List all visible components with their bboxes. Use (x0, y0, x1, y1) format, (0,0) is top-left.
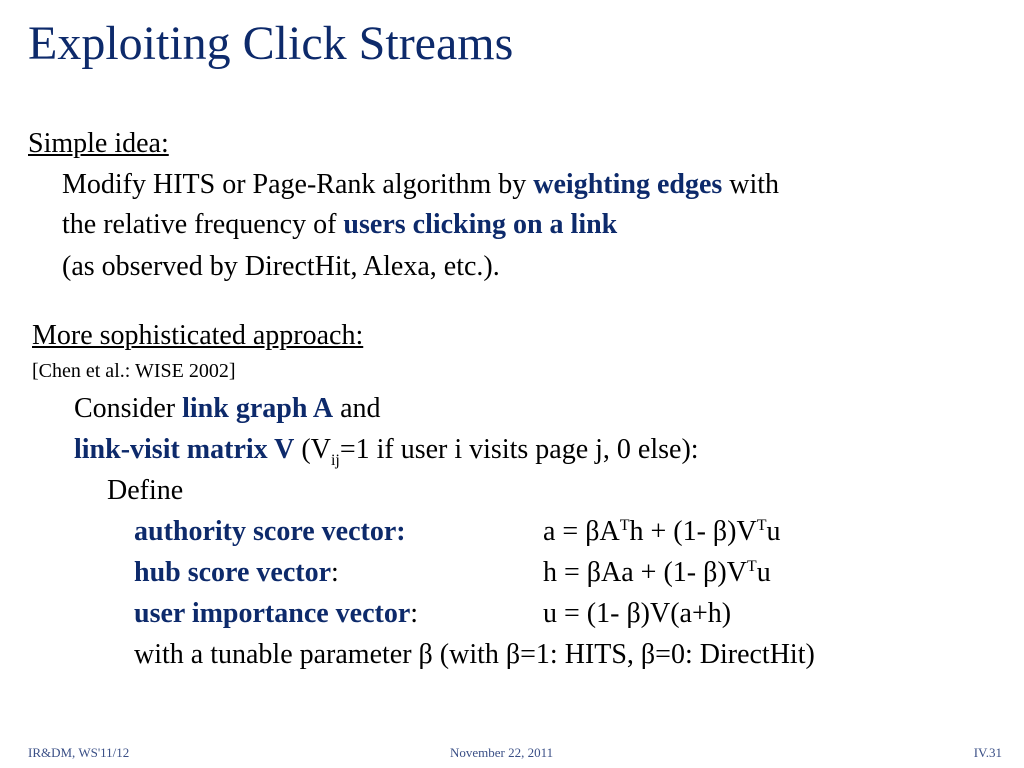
simple-idea-line-1 (62, 171, 779, 199)
slide-title: Exploiting Click Streams (28, 17, 514, 70)
auth-eq-a: a = βA (543, 516, 620, 547)
auth-eq-sup1: T (619, 517, 630, 534)
user-importance-label: user importance vector (134, 598, 411, 629)
simple-idea-line-3: (as observed by DirectHit, Alexa, etc.). (62, 251, 500, 282)
user-importance-equation: u = (1- β)V(a+h) (543, 598, 732, 629)
link-graph: link graph A (182, 393, 334, 424)
user-importance-line (134, 600, 418, 628)
consider-line (74, 395, 381, 423)
define-line: Define (107, 475, 184, 506)
footer-course: IR&DM, WS'11/12 (28, 745, 130, 760)
lv-b: (V (294, 434, 331, 465)
footer-date: November 22, 2011 (450, 745, 554, 760)
lv-subscript: ij (330, 452, 340, 469)
hub-line (134, 559, 339, 587)
tunable-parameter-line: with a tunable parameter β (with β=1: HITS, β=0: DirectHit) (134, 639, 815, 670)
auth-eq-b: h + (1- β)V (629, 516, 757, 547)
authority-line (134, 518, 406, 546)
hub-eq-a: h = βAa + (1- β)V (543, 557, 747, 588)
user-colon: : (410, 598, 419, 629)
sophisticated-heading (32, 322, 363, 350)
hub-label: hub score vector (134, 557, 331, 588)
link-visit-line (74, 434, 699, 469)
citation: [Chen et al.: WISE 2002] (32, 360, 236, 382)
hub-equation (543, 559, 771, 587)
consider-c: and (333, 393, 381, 424)
lv-c: =1 if user i visits page j, 0 else): (339, 434, 699, 465)
auth-eq-c: u (766, 516, 781, 547)
weighting-edges: weighting edges (533, 169, 723, 200)
hub-eq-sup: T (746, 558, 757, 575)
authority-equation (543, 518, 780, 546)
simple-idea-heading (28, 130, 169, 158)
authority-label: authority score vector: (134, 516, 406, 547)
simple-l1-c: with (722, 169, 780, 200)
hub-colon: : (331, 557, 339, 588)
consider-a: Consider (74, 393, 183, 424)
auth-eq-sup2: T (756, 517, 767, 534)
footer-slide-number: IV.31 (973, 745, 1002, 760)
users-clicking: users clicking on a link (343, 209, 618, 240)
hub-eq-b: u (756, 557, 771, 588)
simple-l1-a: Modify HITS or Page-Rank algorithm by (62, 169, 534, 200)
sophisticated-heading-text: More sophisticated approach: (32, 320, 364, 351)
simple-l2-a: the relative frequency of (62, 209, 344, 240)
simple-idea-heading-text: Simple idea: (28, 128, 169, 159)
simple-idea-line-2 (62, 211, 617, 239)
link-visit-matrix: link-visit matrix V (74, 434, 295, 465)
